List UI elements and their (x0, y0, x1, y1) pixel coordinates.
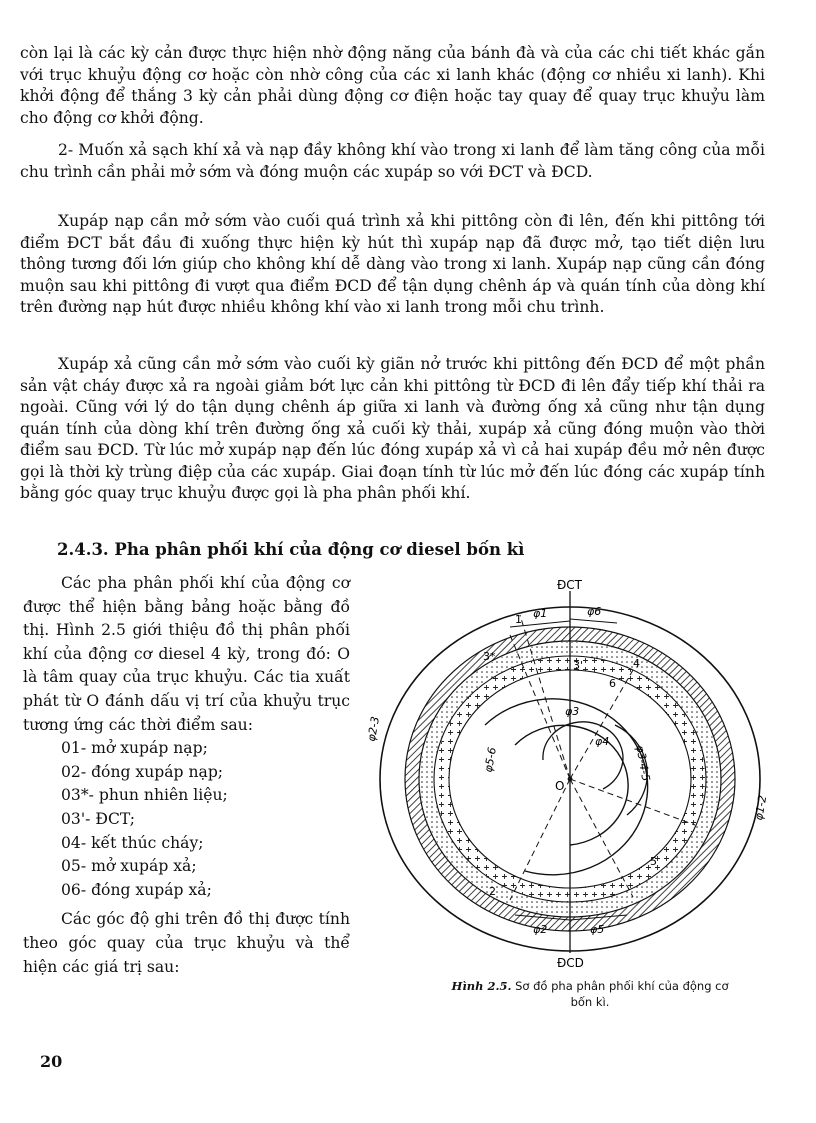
angle-label: φ2 (533, 923, 548, 936)
angle-label: φ3 (565, 705, 580, 718)
closing-text: Các góc độ ghi trên đồ thị được tính theo góc quay của trục khuỷu và thể hiện các giá trị sau: (23, 910, 350, 976)
point-label: 5 (650, 855, 657, 868)
center-label: O (555, 779, 565, 793)
caption-label: Hình 2.5. (451, 979, 512, 993)
paragraph-3: Xupáp nạp cần mở sớm vào cuối quá trình xả khi pittông còn đi lên, đến khi pittông tới điểm ĐCT bắt đầu đi xuống thực hiện kỳ hút thì xupáp nạp đã được mở, tạo tiết diện lưu thông tương đối lớn giúp cho không khí dễ dàng vào trong xi lanh. Xupáp nạp cũng cần đóng muộn sau khi pittông đi vượt qua điểm ĐCD để tận dụng chênh áp và quán tính của dòng khí trên đường nạp hút được nhiều không khí vào xi lanh trong mỗi chu trình. (20, 212, 765, 316)
page-number: 20 (40, 1052, 63, 1071)
angle-label: φ2-3 (365, 715, 383, 743)
angle-label: φ1-2 (752, 794, 770, 822)
valve-timing-diagram (365, 575, 785, 970)
point-label: 6 (609, 677, 616, 690)
angle-label: φ5 (590, 923, 605, 936)
section-heading: 2.4.3. Pha phân phối khí của động cơ diesel bốn kì (57, 540, 525, 559)
point-label: 4 (633, 657, 640, 670)
list-item: 01- mở xupáp nạp; (61, 739, 208, 758)
bdc-label: ĐCD (557, 956, 584, 970)
paragraph-4: Xupáp xả cũng cần mở sớm vào cuối kỳ giãn nở trước khi pittông đến ĐCD để một phần sản vật cháy được xả ra ngoài giảm bớt lực cản khi pittông từ ĐCD đi lên đẩy tiếp khí thải ra ngoài. Cũng với lý do tận dụng chênh áp giữa xi lanh và đường ống xả cũng như tận dụng quán tính của dòng khí trên đường ống xả cuối kỳ thải, xupáp xả cũng đóng muộn vào thời điểm sau ĐCD. Từ lúc mở xupáp nạp đến lúc đóng xupáp xả vì cả hai xupáp đều mở nên được gọi là thời kỳ trùng điệp của các xupáp. Giai đoạn tính từ lúc mở đến lúc đóng các xupáp tính bằng góc quay trục khuỷu được gọi là pha phân phối khí. (20, 355, 765, 502)
list-item: 04- kết thúc cháy; (61, 833, 204, 852)
figure-caption (440, 978, 740, 1010)
angle-label: φ4 (595, 735, 610, 748)
tdc-label: ĐCT (557, 578, 583, 592)
intro-text: Các pha phân phối khí của động cơ được thể hiện bằng bảng hoặc bằng đồ thị. Hình 2.5 giới thiệu đồ thị phân phối khí của động cơ diesel 4 kỳ, trong đó: O là tâm quay của trục khuỷu. Các tia xuất phát từ O đánh dấu vị trí của khuỷu trục tương ứng các thời điểm sau: (23, 574, 350, 734)
point-label: 2 (489, 885, 496, 898)
paragraph-2: 2- Muốn xả sạch khí xả và nạp đầy không khí vào trong xi lanh để làm tăng công của mỗi chu trình cần phải mở sớm và đóng muộn các xupáp so với ĐCT và ĐCD. (20, 141, 765, 181)
list-item: 03*- phun nhiên liệu; (61, 786, 228, 805)
angle-label: φ5-6 (481, 746, 499, 774)
list-item: 05- mở xupáp xả; (61, 857, 197, 876)
point-label: 3* (483, 650, 496, 663)
angle-label: φ6 (587, 605, 602, 618)
list-item: 03'- ĐCT; (61, 809, 135, 828)
list-item: 02- đóng xupáp nạp; (61, 762, 224, 781)
list-item: 06- đóng xupáp xả; (61, 880, 212, 899)
point-label: 1 (515, 613, 522, 626)
point-label: 3' (573, 659, 584, 672)
caption-text: Sơ đồ pha phân phối khí của động cơ bốn kì. (515, 979, 729, 1009)
paragraph-1: còn lại là các kỳ cản được thực hiện nhờ động năng của bánh đà và của các chi tiết khác gắn với trục khuỷu động cơ hoặc còn nhờ công của các xi lanh khác (động cơ nhiều xi lanh). Khi khởi động để thắng 3 kỳ cản phải dùng động cơ điện hoặc tay quay để quay trục khuỷu làm cho động cơ khởi động. (20, 44, 765, 127)
angle-label: φ3-4-5 (633, 744, 653, 783)
left-column (23, 572, 350, 979)
angle-label: φ1 (533, 607, 548, 620)
